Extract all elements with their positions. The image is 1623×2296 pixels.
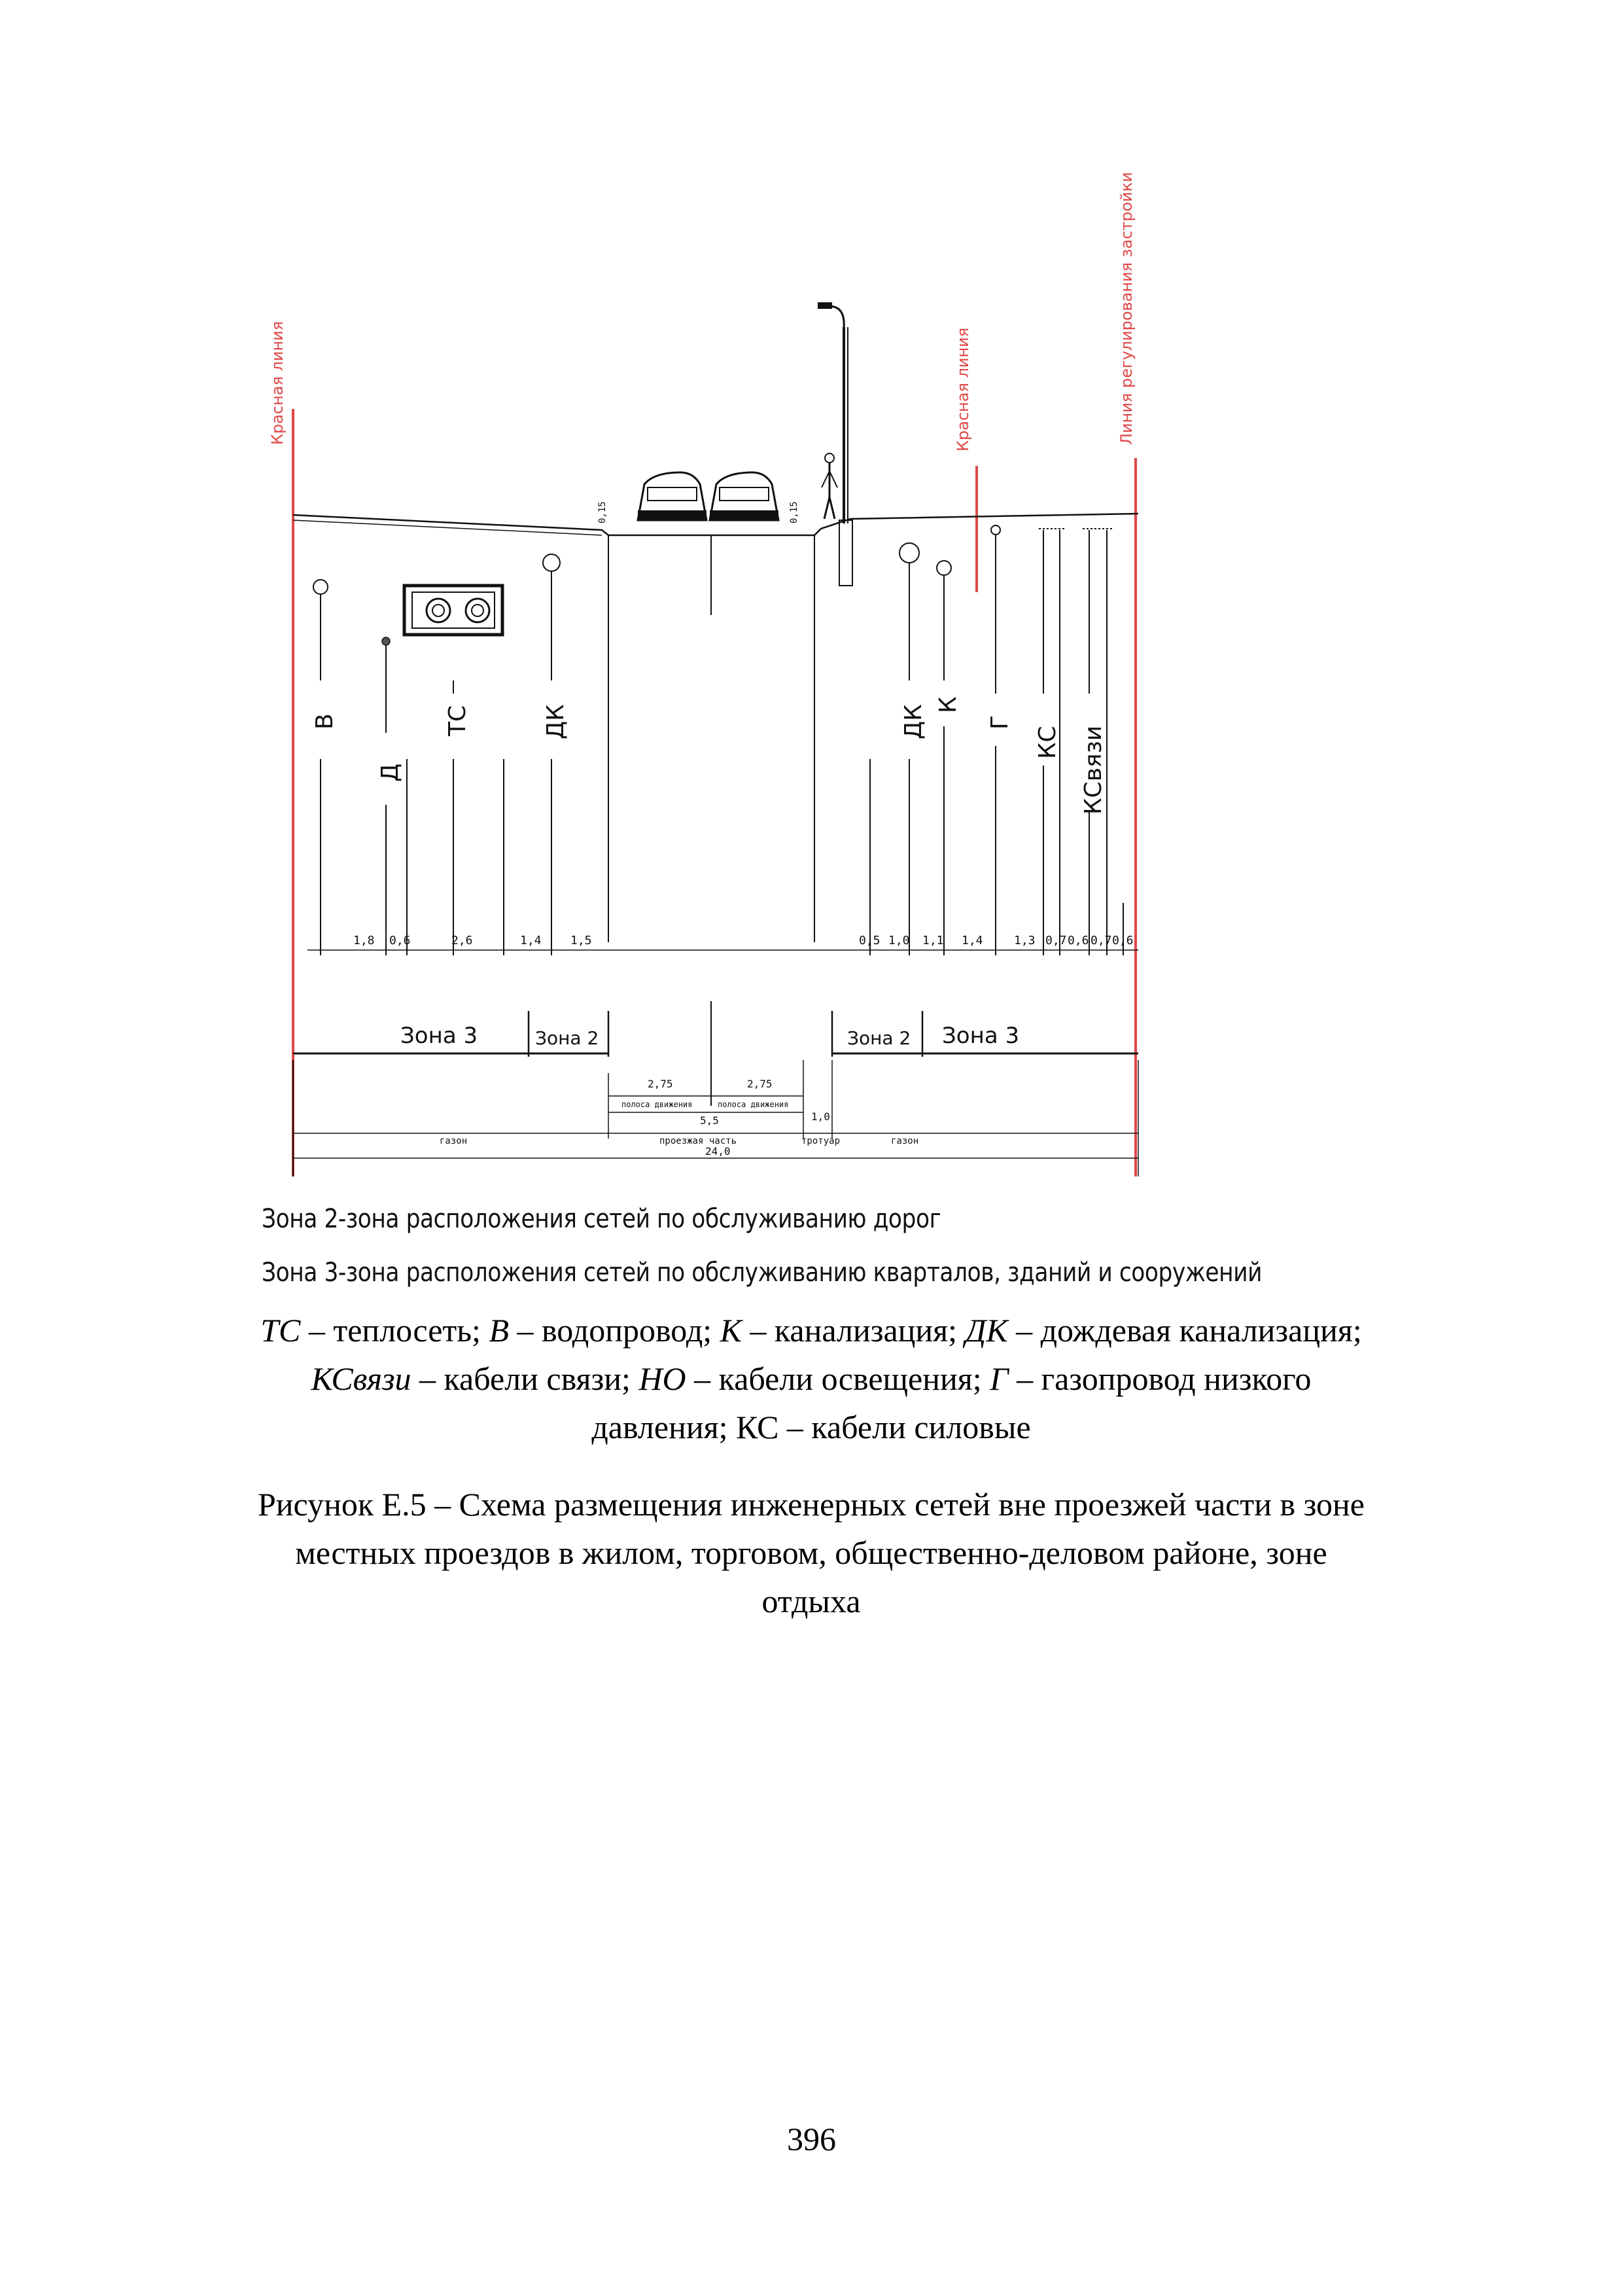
lane-label-2: полоса движения [718, 1100, 789, 1109]
utility-v [313, 580, 328, 955]
utility-d-label: Д [377, 763, 404, 782]
legend-ts-desc: – теплосеть; [300, 1312, 489, 1349]
curb-left-label: 0,15 [597, 501, 608, 523]
sidewalk-width: 1,0 [811, 1110, 830, 1123]
red-line-right-label: Красная линия [954, 327, 972, 451]
utility-dk-right-label: ДК [900, 704, 927, 739]
legend-k-abbr: К [720, 1312, 742, 1349]
street-light-icon [818, 302, 852, 586]
dim-right-6: 0,7 [1045, 934, 1067, 947]
legend-k-desc: – канализация; [741, 1312, 966, 1349]
legend [131, 1306, 1492, 1451]
heat-network-channel [404, 586, 502, 635]
legend-ksv-abbr: КСвязи [311, 1360, 411, 1397]
dim-right-8: 0,7 [1091, 934, 1112, 947]
utility-dk-right [899, 543, 919, 955]
red-line-left-label: Красная линия [268, 321, 287, 445]
zone3-note: Зона 3-зона расположения сетей по обслуживанию кварталов, зданий и сооружений [262, 1258, 1263, 1288]
car-icon [710, 472, 778, 520]
zone2-note: Зона 2-зона расположения сетей по обслуживанию дорог [262, 1204, 941, 1234]
dim-left-1: 1,8 [353, 934, 375, 947]
utility-dk-left [543, 554, 560, 955]
caption-line-1: Рисунок Е.5 – Схема размещения инженерных сетей вне проезжей части в зоне [257, 1486, 1365, 1523]
utility-v-label: В [311, 713, 338, 730]
page-number: 396 [787, 2121, 836, 2157]
regulation-line-label: Линия регулирования застройки [1117, 171, 1136, 445]
utility-ksvyazi-label: КСвязи [1080, 725, 1107, 815]
dim-right-3: 1,1 [922, 934, 944, 947]
utility-k-label: К [935, 696, 962, 713]
lane-label-1: полоса движения [621, 1100, 693, 1109]
lane-width-2: 2,75 [747, 1078, 773, 1090]
carriageway-width: 5,5 [700, 1114, 719, 1127]
dim-left-3: 2,6 [451, 934, 473, 947]
legend-g-abbr: Г [990, 1360, 1009, 1397]
lawn-left-label: газон [440, 1136, 468, 1146]
caption-line-2: местных проездов в жилом, торговом, общественно-деловом районе, зоне [295, 1534, 1327, 1571]
figure-caption [131, 1480, 1492, 1625]
legend-dk-abbr: ДК [965, 1312, 1008, 1349]
dim-left-4: 1,4 [520, 934, 542, 947]
utility-dk-left-label: ДК [542, 704, 569, 739]
total-width: 24,0 [705, 1145, 731, 1157]
zone2-left-label: Зона 2 [535, 1027, 599, 1049]
utility-g [991, 525, 1000, 955]
utility-ks-label: КС [1034, 726, 1061, 759]
legend-line-3: давления; КС – кабели силовые [591, 1409, 1031, 1445]
legend-v-desc: – водопровод; [508, 1312, 720, 1349]
car-icon [638, 472, 707, 520]
legend-ksv-desc: – кабели связи; [411, 1360, 639, 1397]
zone3-left-label: Зона 3 [400, 1023, 478, 1049]
legend-line-2 [131, 1354, 1492, 1403]
utility-k [937, 561, 951, 955]
lawn-right-label: газон [891, 1136, 919, 1146]
legend-no-desc: – кабели освещения; [686, 1360, 990, 1397]
utility-ts-label: ТС [444, 705, 471, 736]
utility-d [382, 637, 390, 955]
pedestrian-icon [822, 453, 837, 519]
sidewalk-label: тротуар [801, 1136, 841, 1146]
curb-right-label: 0,15 [789, 501, 799, 523]
dim-right-1: 0,5 [859, 934, 881, 947]
lane-width-1: 2,75 [648, 1078, 673, 1090]
legend-line-1 [131, 1306, 1492, 1354]
dim-right-4: 1,4 [962, 934, 983, 947]
legend-no-abbr: НО [638, 1360, 686, 1397]
dim-right-5: 1,3 [1014, 934, 1036, 947]
legend-v-abbr: В [489, 1312, 509, 1349]
utility-g-label: Г [986, 715, 1013, 730]
dim-right-2: 1,0 [888, 934, 910, 947]
legend-dk-desc: – дождевая канализация; [1007, 1312, 1362, 1349]
caption-line-3: отдыха [761, 1583, 861, 1619]
carriageway-label: проезжая часть [659, 1136, 737, 1146]
dim-left-5: 1,5 [570, 934, 592, 947]
zone3-right-label: Зона 3 [942, 1023, 1020, 1049]
dim-right-9: 0,6 [1112, 934, 1134, 947]
zone2-right-label: Зона 2 [847, 1027, 911, 1049]
legend-g-desc: – газопровод низкого [1008, 1360, 1312, 1397]
dim-right-7: 0,6 [1068, 934, 1089, 947]
dim-left-2: 0,6 [389, 934, 411, 947]
legend-ts-abbr: ТС [260, 1312, 301, 1349]
